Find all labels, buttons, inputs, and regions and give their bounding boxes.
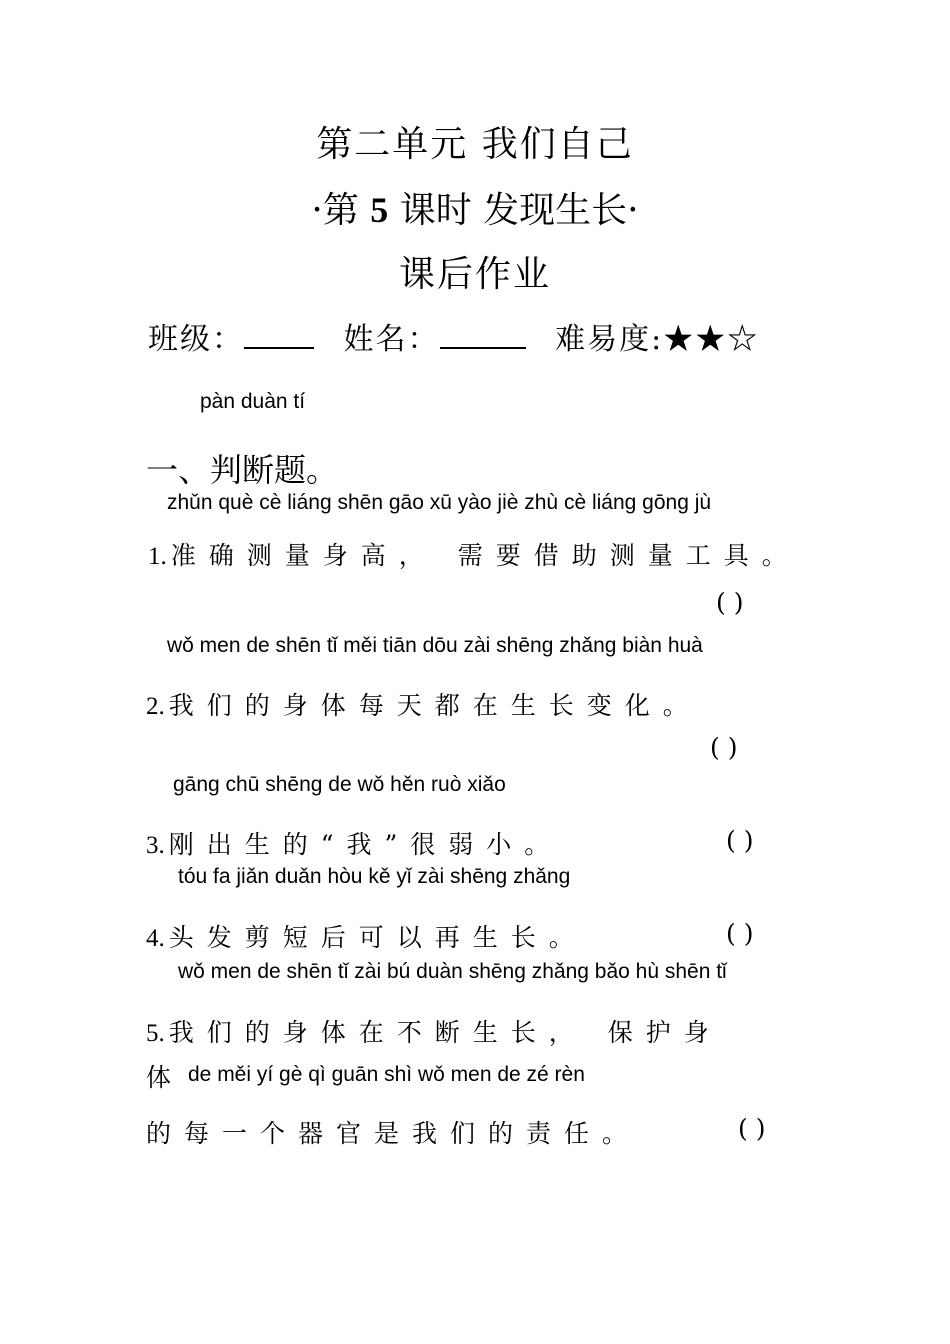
lesson-number: 5 [370,190,389,230]
q1-answer-box[interactable]: ( ) [716,588,744,617]
q5-text-line2: 的每一个器官是我们的责任。 [146,1119,641,1148]
q5-pinyin: wǒ men de shēn tǐ zài bú duàn shēng zhǎng bǎo hù shēn tǐ [178,960,727,983]
unit-title: 第二单元 我们自己 [316,124,634,165]
q5-continued-char: 体 [146,1063,185,1092]
q3-pinyin: gāng chū shēng de wǒ hěn ruò xiǎo [173,773,506,796]
q2-answer-box[interactable]: ( ) [710,733,738,762]
q5-text [146,1013,722,1049]
q2-text [146,686,701,722]
name-blank[interactable] [440,347,526,349]
q2-sentence: 我们的身体每天都在生长变化。 [168,691,701,720]
difficulty-stars: ★★☆ [663,322,760,357]
q5-answer-box[interactable]: ( ) [738,1114,766,1143]
class-label: 班级： [148,322,244,357]
q1-pinyin: zhǔn què cè liáng shēn gāo xū yào jiè zhù cè liáng gōng jù [167,491,712,514]
subtitle: 课后作业 [398,254,551,295]
q4-sentence: 头发剪短后可以再生长。 [168,923,587,952]
lesson-title [0,182,950,233]
q3-text [146,825,562,861]
q5-pinyin-line2: de měi yí gè qì guān shì wǒ men de zé rèn [188,1063,585,1086]
q3-answer-box[interactable]: ( ) [726,826,754,855]
section-title: 一、判断题。 [146,451,339,489]
lesson-suffix: 课时 发现生长· [388,190,639,231]
q2-number: 2. [146,693,165,720]
q1-sentence: 准确测量身高， 需要借助测量工具。 [170,541,800,570]
q5-number: 5. [146,1020,165,1047]
info-line [148,314,759,358]
q4-pinyin: tóu fa jiǎn duǎn hòu kě yǐ zài shēng zhǎng [178,865,571,888]
q5-sentence: 我们的身体在不断生长， 保护身 [168,1018,722,1047]
q4-text [146,918,587,954]
class-blank[interactable] [244,347,314,349]
name-label: 姓名： [343,322,440,357]
q1-number: 1. [148,543,167,570]
q4-number: 4. [146,925,165,952]
q1-text [148,536,800,572]
section-pinyin: pàn duàn tí [200,390,306,413]
q3-number: 3. [146,832,165,859]
q2-pinyin: wǒ men de shēn tǐ měi tiān dōu zài shēng zhǎng biàn huà [167,634,703,657]
q4-answer-box[interactable]: ( ) [726,919,754,948]
lesson-prefix: ·第 [311,190,371,231]
difficulty-label: 难易度: [555,322,664,357]
q3-sentence: 刚出生的“我”很弱小。 [168,830,563,859]
